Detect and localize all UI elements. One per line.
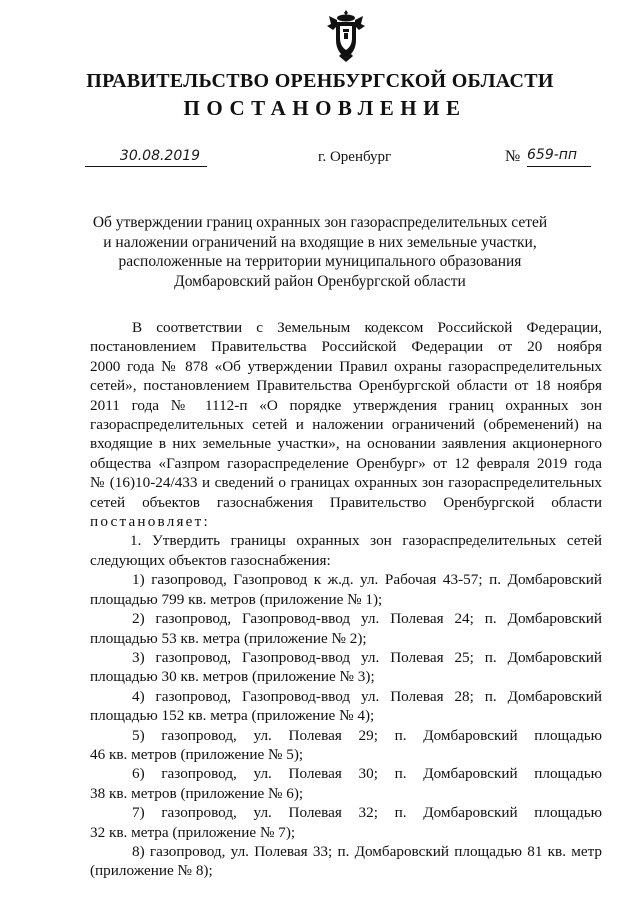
- document-type: ПОСТАНОВЛЕНИЕ: [183, 96, 467, 120]
- object-line: 5) газопровод, ул. Полевая 29; п. Домбаровский площадью: [132, 726, 602, 744]
- decree-body: [90, 318, 602, 881]
- object-line: площадью 799 кв. метров (приложение № 1);: [90, 590, 383, 608]
- item-line: 1. Утвердить границы охранных зон газораспределительных сетей: [130, 532, 602, 550]
- object-line: площадью 152 кв. метра (приложение № 4);: [90, 707, 375, 725]
- title-line: Об утверждении границ охранных зон газораспределительных сетей: [92, 214, 548, 231]
- object-line: площадью 53 кв. метра (приложение № 2);: [90, 629, 367, 647]
- object-line: 4) газопровод, Газопровод-ввод ул. Полевая 28; п. Домбаровский: [132, 687, 602, 705]
- object-line: 1) газопровод, Газопровод к ж.д. ул. Рабочая 43-57; п. Домбаровский: [132, 571, 602, 589]
- decree-title: [80, 213, 560, 291]
- preamble-line: № (16)10-24/433 и сведений о границах охранных зон газораспределительных: [90, 474, 602, 492]
- preamble-line: 2000 года № 878 «Об утверждении Правил охраны газораспределительных: [90, 357, 602, 375]
- item-line: следующих объектов газоснабжения:: [90, 551, 331, 569]
- object-line: 32 кв. метра (приложение № 7);: [90, 823, 296, 841]
- object-line: площадью 30 кв. метров (приложение № 3);: [90, 668, 375, 686]
- title-line: Домбаровский район Оренбургской области: [174, 272, 466, 290]
- title-line: расположенные на территории муниципального образования: [118, 253, 522, 270]
- city: г. Оренбург: [318, 149, 392, 165]
- preamble-line: газораспределительных сетей и наложении ограничений (обременений) на: [90, 416, 602, 434]
- preamble-line: постановлением Правительства Российской Федерации от 20 ноября: [90, 338, 602, 356]
- object-line: 2) газопровод, Газопровод-ввод ул. Полевая 24; п. Домбаровский: [132, 610, 602, 628]
- number-underline: [527, 166, 591, 167]
- date-underline: [85, 166, 207, 167]
- decree-number: 659-пп: [527, 147, 578, 163]
- object-line: (приложение № 8);: [90, 862, 213, 880]
- preamble-line: сетей объектов газоснабжения Правительство Оренбургской области: [90, 493, 602, 511]
- preamble-line: сетей», постановлением Правительства Оренбургской области от 18 ноября: [90, 377, 602, 395]
- object-line: 6) газопровод, ул. Полевая 30; п. Домбаровский площадью: [132, 765, 602, 783]
- preamble-line: входящие в них земельные участки», на основании заявления акционерного: [90, 435, 602, 453]
- object-line: 46 кв. метров (приложение № 5);: [90, 745, 304, 763]
- preamble-line: В соответствии с Земельным кодексом Российской Федерации,: [132, 319, 602, 336]
- coat-of-arms-icon: [325, 8, 367, 64]
- number-sign: №: [505, 148, 521, 165]
- government-name: ПРАВИТЕЛЬСТВО ОРЕНБУРГСКОЙ ОБЛАСТИ: [86, 70, 554, 92]
- object-line: 7) газопровод, ул. Полевая 32; п. Домбаровский площадью: [132, 804, 602, 822]
- title-line: и наложении ограничений на входящие в них земельные участки,: [103, 233, 537, 251]
- object-line: 8) газопровод, ул. Полевая 33; п. Домбаровский площадью 81 кв. метр: [132, 842, 602, 860]
- preamble-line: общества «Газпром газораспределение Оренбург» от 12 февраля 2019 года: [90, 454, 602, 472]
- resolves-word: постановляет:: [90, 513, 210, 531]
- decree-date: 30.08.2019: [119, 148, 201, 164]
- object-line: 38 кв. метров (приложение № 6);: [90, 784, 304, 802]
- preamble-line: 2011 года № 1112-п «О порядке утверждения границ охранных зон: [90, 396, 602, 414]
- object-line: 3) газопровод, Газопровод-ввод ул. Полевая 25; п. Домбаровский: [132, 648, 602, 666]
